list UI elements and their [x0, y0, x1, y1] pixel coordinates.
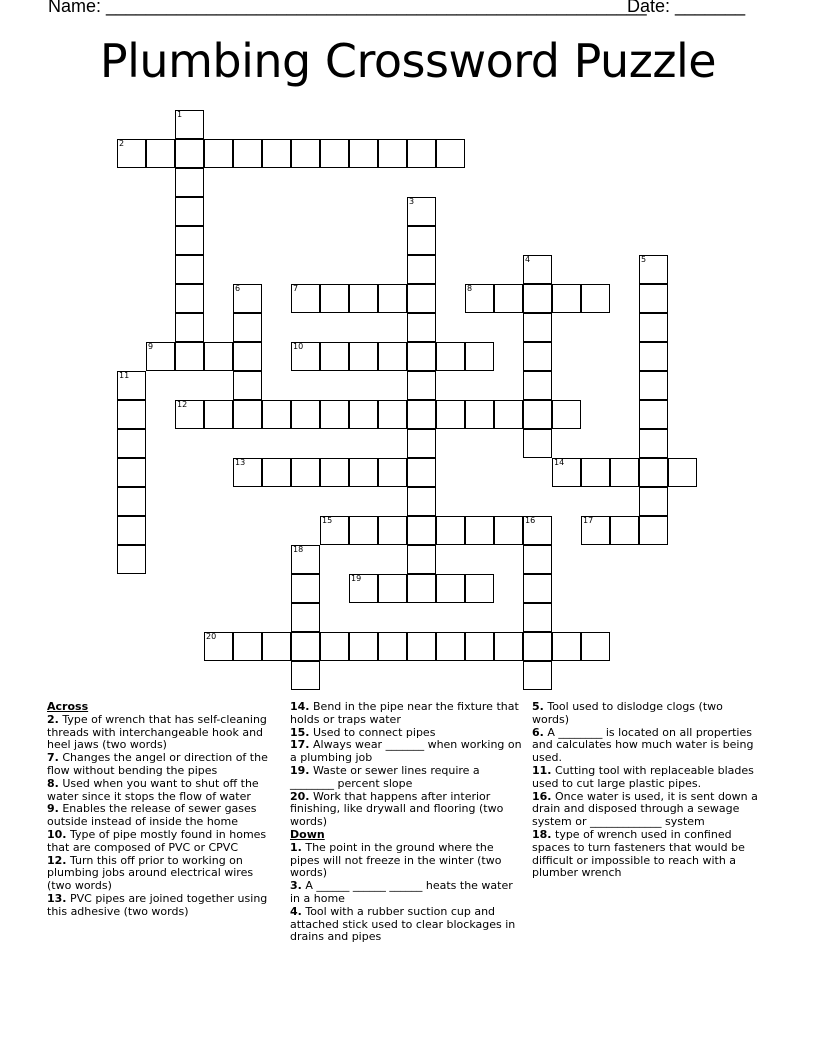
crossword-cell[interactable]	[291, 458, 320, 487]
clue-number: 15	[322, 516, 333, 525]
crossword-cell[interactable]	[378, 400, 407, 429]
crossword-cell[interactable]	[262, 400, 291, 429]
crossword-cell[interactable]	[465, 400, 494, 429]
crossword-cell[interactable]	[320, 632, 349, 661]
clue-number: 5	[641, 255, 647, 264]
crossword-cell[interactable]	[204, 342, 233, 371]
clues-column-2	[290, 701, 522, 944]
crossword-cell[interactable]	[349, 139, 378, 168]
clue-down-4: 4. Tool with a rubber suction cup and attached stick used to clear blockages in drains and pipes	[290, 904, 516, 944]
crossword-cell[interactable]	[146, 139, 175, 168]
crossword-cell[interactable]	[407, 632, 436, 661]
crossword-cell[interactable]	[668, 458, 697, 487]
crossword-cell[interactable]	[349, 632, 378, 661]
crossword-cell[interactable]	[639, 371, 668, 400]
crossword-cell[interactable]	[175, 168, 204, 197]
clue-across-20: 20. Work that happens after interior finishing, like drywall and flooring (two words)	[290, 789, 504, 829]
crossword-cell[interactable]	[378, 574, 407, 603]
clue-number: 4	[525, 255, 531, 264]
crossword-cell[interactable]	[407, 458, 436, 487]
crossword-cell[interactable]	[204, 632, 233, 661]
crossword-cell[interactable]	[233, 313, 262, 342]
clue-number: 2	[119, 139, 125, 148]
clue-across-8: 8. Used when you want to shut off the water since it stops the flow of water	[47, 776, 259, 803]
crossword-cell[interactable]	[407, 516, 436, 545]
clue-number: 16	[525, 516, 536, 525]
crossword-cell[interactable]	[378, 516, 407, 545]
crossword-cell[interactable]	[407, 226, 436, 255]
crossword-cell[interactable]	[523, 255, 552, 284]
crossword-cell[interactable]	[117, 139, 146, 168]
crossword-cell[interactable]	[523, 603, 552, 632]
crossword-cell[interactable]	[523, 400, 552, 429]
crossword-cell[interactable]	[639, 516, 668, 545]
crossword-cell[interactable]	[523, 516, 552, 545]
crossword-cell[interactable]	[175, 342, 204, 371]
crossword-cell[interactable]	[436, 342, 465, 371]
clue-number: 20	[206, 632, 217, 641]
crossword-cell[interactable]	[291, 400, 320, 429]
clue-across-7: 7. Changes the angel or direction of the flow without bending the pipes	[47, 751, 268, 777]
clue-number: 9	[148, 342, 154, 351]
crossword-cell[interactable]	[407, 371, 436, 400]
crossword-cell[interactable]	[639, 284, 668, 313]
crossword-cell[interactable]	[175, 226, 204, 255]
crossword-cell[interactable]	[639, 342, 668, 371]
crossword-cell[interactable]	[436, 632, 465, 661]
crossword-cell[interactable]	[407, 139, 436, 168]
crossword-cell[interactable]	[378, 458, 407, 487]
crossword-cell[interactable]	[117, 400, 146, 429]
crossword-cell[interactable]	[291, 342, 320, 371]
clue-down-5: 5. Tool used to dislodge clogs (two words)	[532, 700, 723, 726]
crossword-cell[interactable]	[117, 371, 146, 400]
crossword-cell[interactable]	[262, 632, 291, 661]
clue-across-2: 2. Type of wrench that has self-cleaning threads with interchangeable hook and heel jaws (two words)	[47, 712, 267, 752]
crossword-cell[interactable]	[349, 284, 378, 313]
crossword-cell[interactable]	[523, 371, 552, 400]
clue-down-18: 18. type of wrench used in confined spaces to turn fasteners that would be difficult or impossible to reach with a plumber wrench	[532, 827, 745, 880]
crossword-cell[interactable]	[204, 400, 233, 429]
crossword-cell[interactable]	[610, 458, 639, 487]
crossword-cell[interactable]	[610, 516, 639, 545]
crossword-cell[interactable]	[349, 400, 378, 429]
crossword-cell[interactable]	[320, 139, 349, 168]
crossword-cell[interactable]	[117, 545, 146, 574]
crossword-cell[interactable]	[407, 342, 436, 371]
crossword-cell[interactable]	[320, 284, 349, 313]
crossword-cell[interactable]	[407, 284, 436, 313]
crossword-cell[interactable]	[581, 516, 610, 545]
crossword-cell[interactable]	[581, 632, 610, 661]
crossword-cell[interactable]	[436, 516, 465, 545]
clue-across-9: 9. Enables the release of sewer gases outside instead of inside the home	[47, 802, 257, 829]
crossword-cell[interactable]	[233, 139, 262, 168]
crossword-cell[interactable]	[523, 574, 552, 603]
crossword-cell[interactable]	[436, 400, 465, 429]
crossword-cell[interactable]	[233, 400, 262, 429]
crossword-cell[interactable]	[523, 545, 552, 574]
crossword-cell[interactable]	[465, 632, 494, 661]
clues-column-3	[532, 701, 758, 880]
clue-across-13: 13. PVC pipes are joined together using this adhesive (two words)	[47, 891, 268, 918]
crossword-cell[interactable]	[378, 284, 407, 313]
date-field-label: Date: _______	[627, 0, 746, 16]
crossword-cell[interactable]	[523, 429, 552, 458]
crossword-cell[interactable]	[233, 284, 262, 313]
crossword-cell[interactable]	[117, 429, 146, 458]
clue-number: 10	[293, 342, 304, 351]
clue-number: 8	[467, 284, 473, 293]
crossword-cell[interactable]	[117, 487, 146, 516]
clue-across-14: 14. Bend in the pipe near the fixture that holds or traps water	[290, 700, 519, 726]
crossword-cell[interactable]	[523, 342, 552, 371]
crossword-cell[interactable]	[320, 342, 349, 371]
crossword-cell[interactable]	[523, 661, 552, 690]
crossword-cell[interactable]	[291, 284, 320, 313]
crossword-cell[interactable]	[407, 313, 436, 342]
crossword-cell[interactable]	[552, 400, 581, 429]
crossword-cell[interactable]	[291, 632, 320, 661]
crossword-cell[interactable]	[175, 255, 204, 284]
crossword-cell[interactable]	[378, 632, 407, 661]
crossword-cell[interactable]	[465, 574, 494, 603]
clue-number: 6	[235, 284, 241, 293]
crossword-cell[interactable]	[523, 313, 552, 342]
crossword-cell[interactable]	[175, 284, 204, 313]
crossword-cell[interactable]	[291, 603, 320, 632]
crossword-cell[interactable]	[378, 139, 407, 168]
clue-across-10: 10. Type of pipe mostly found in homes that are composed of PVC or CPVC	[47, 827, 267, 854]
crossword-cell[interactable]	[552, 284, 581, 313]
crossword-cell[interactable]	[233, 342, 262, 371]
crossword-cell[interactable]	[117, 458, 146, 487]
crossword-cell[interactable]	[204, 139, 233, 168]
clue-number: 11	[119, 371, 130, 380]
crossword-cell[interactable]	[175, 110, 204, 139]
crossword-cell[interactable]	[639, 458, 668, 487]
puzzle-title: Plumbing Crossword Puzzle	[99, 34, 717, 88]
clue-down-16: 16. Once water is used, it is sent down a drain and disposed through a sewage system or _____________ system	[532, 789, 758, 829]
crossword-cell[interactable]	[436, 574, 465, 603]
crossword-cell[interactable]	[523, 284, 552, 313]
crossword-cell[interactable]	[175, 197, 204, 226]
crossword-cell[interactable]	[291, 139, 320, 168]
crossword-cell[interactable]	[233, 458, 262, 487]
across-heading: Across	[47, 700, 89, 713]
clue-number: 7	[293, 284, 299, 293]
crossword-cell[interactable]	[233, 371, 262, 400]
clue-down-6: 6. A ________ is located on all properties and calculates how much water is being used.	[532, 725, 754, 765]
crossword-cell[interactable]	[175, 139, 204, 168]
crossword-cell[interactable]	[465, 516, 494, 545]
crossword-cell[interactable]	[233, 632, 262, 661]
crossword-cell[interactable]	[639, 313, 668, 342]
clue-number: 19	[351, 574, 362, 583]
crossword-cell[interactable]	[407, 400, 436, 429]
crossword-cell[interactable]	[407, 429, 436, 458]
name-field-label: Name: ______________________________________________________	[48, 0, 647, 16]
down-heading: Down	[290, 827, 325, 841]
clue-across-17: 17. Always wear _______ when working on a plumbing job	[290, 738, 522, 765]
crossword-cell[interactable]	[552, 458, 581, 487]
crossword-cell[interactable]	[639, 487, 668, 516]
crossword-cell[interactable]	[291, 545, 320, 574]
crossword-cell[interactable]	[407, 545, 436, 574]
clue-number: 17	[583, 516, 594, 525]
clue-across-12: 12. Turn this off prior to working on plumbing jobs around electrical wires (two words)	[47, 853, 254, 893]
clue-number: 1	[177, 110, 183, 119]
crossword-cell[interactable]	[407, 197, 436, 226]
crossword-cell[interactable]	[494, 400, 523, 429]
crossword-cell[interactable]	[494, 284, 523, 313]
crossword-cell[interactable]	[407, 255, 436, 284]
crossword-cell[interactable]	[378, 342, 407, 371]
clue-number: 13	[235, 458, 246, 467]
crossword-cell[interactable]	[291, 661, 320, 690]
clue-number: 12	[177, 400, 188, 409]
crossword-cell[interactable]	[407, 574, 436, 603]
crossword-cell[interactable]	[175, 400, 204, 429]
crossword-cell[interactable]	[581, 458, 610, 487]
crossword-cell[interactable]	[117, 516, 146, 545]
clue-across-15: 15. Used to connect pipes	[290, 725, 436, 739]
crossword-cell[interactable]	[407, 487, 436, 516]
crossword-cell[interactable]	[320, 516, 349, 545]
crossword-cell[interactable]	[349, 516, 378, 545]
clue-down-11: 11. Cutting tool with replaceable blades used to cut large plastic pipes.	[532, 763, 754, 790]
crossword-cell[interactable]	[552, 632, 581, 661]
crossword-cell[interactable]	[320, 400, 349, 429]
crossword-cell[interactable]	[175, 313, 204, 342]
crossword-cell[interactable]	[262, 139, 291, 168]
crossword-cell[interactable]	[349, 458, 378, 487]
clue-number: 3	[409, 197, 415, 206]
crossword-cell[interactable]	[436, 139, 465, 168]
crossword-cell[interactable]	[349, 574, 378, 603]
clue-across-19: 19. Waste or sewer lines require a ________ percent slope	[290, 763, 480, 790]
crossword-cell[interactable]	[494, 516, 523, 545]
crossword-cell[interactable]	[320, 458, 349, 487]
crossword-cell[interactable]	[146, 342, 175, 371]
crossword-cell[interactable]	[465, 342, 494, 371]
clues-column-1	[47, 701, 275, 919]
crossword-cell[interactable]	[349, 342, 378, 371]
clue-down-1: 1. The point in the ground where the pipes will not freeze in the winter (two words)	[290, 840, 502, 880]
crossword-cell[interactable]	[291, 574, 320, 603]
crossword-cell[interactable]	[262, 458, 291, 487]
crossword-cell[interactable]	[639, 429, 668, 458]
clue-down-3: 3. A ______ ______ ______ heats the water in a home	[290, 879, 513, 905]
crossword-cell[interactable]	[494, 632, 523, 661]
crossword-cell[interactable]	[465, 284, 494, 313]
crossword-cell[interactable]	[639, 255, 668, 284]
crossword-cell[interactable]	[581, 284, 610, 313]
clue-number: 18	[293, 545, 304, 554]
clue-number: 14	[554, 458, 565, 467]
crossword-cell[interactable]	[523, 632, 552, 661]
crossword-cell[interactable]	[639, 400, 668, 429]
